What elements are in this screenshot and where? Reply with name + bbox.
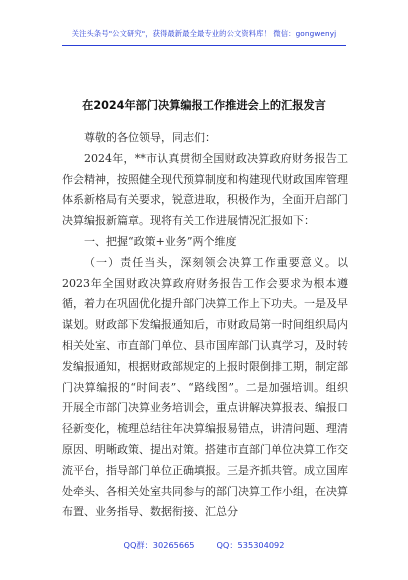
header-banner: 关注头条号"公文研究"，获得最新最全最专业的公文资料库！ 微信：gongwenyj	[71, 29, 337, 38]
document-title: 在2024年部门决算编报工作推进会上的汇报发言	[82, 99, 326, 112]
body-paragraph: （一）责任当头，深刻领会决算工作重要意义。以2023年全国财政决算政府财务报告工作会要求为根本遵循，着力在巩固优化提升部门决算工作上下功夫。一是及早谋划。财政部下发编报通知后，市财政局第一时间组织局内相关处室、市直部门单位、县市国库部门认真学习，及时转发编报通知，根据财政部规定的上报时限倒排工期，制定部门决算编报的“时间表”、“路线图”。二是加强培训。组织开展全市部门决算业务培训会，重点讲解决算报表、编报口径新变化，梳理总结往年决算编报易错点，讲清问题、理清原因、明晰政策、提出对策。搭建市直部门单位决算工作交流平台，指导部门单位正确填报。三是齐抓共管。成立国库处牵头、各相关处室共同参与的部门决算工作小组，在决算布置、业务指导、数据衔接、汇总分	[62, 255, 348, 519]
header-divider	[62, 45, 346, 46]
section-heading: 一、把握“政策+业务”两个维度	[84, 234, 237, 248]
document-body	[62, 117, 348, 523]
footer-qq: QQ：535304092	[216, 540, 285, 550]
salutation: 尊敬的各位领导，同志们：	[84, 131, 216, 144]
footer-qq-group: QQ群：30265665	[123, 540, 195, 550]
intro-paragraph: 2024年，**市认真贯彻全国财政决算政府财务报告工作会精神，按照健全现代预算制度和构建现代财政国库管理体系新格局有关要求，锐意进取，积极作为，全面开启部门决算编报新篇章。现将有关工作进展情况汇报如下：	[62, 151, 348, 228]
footer-contact	[0, 540, 408, 551]
